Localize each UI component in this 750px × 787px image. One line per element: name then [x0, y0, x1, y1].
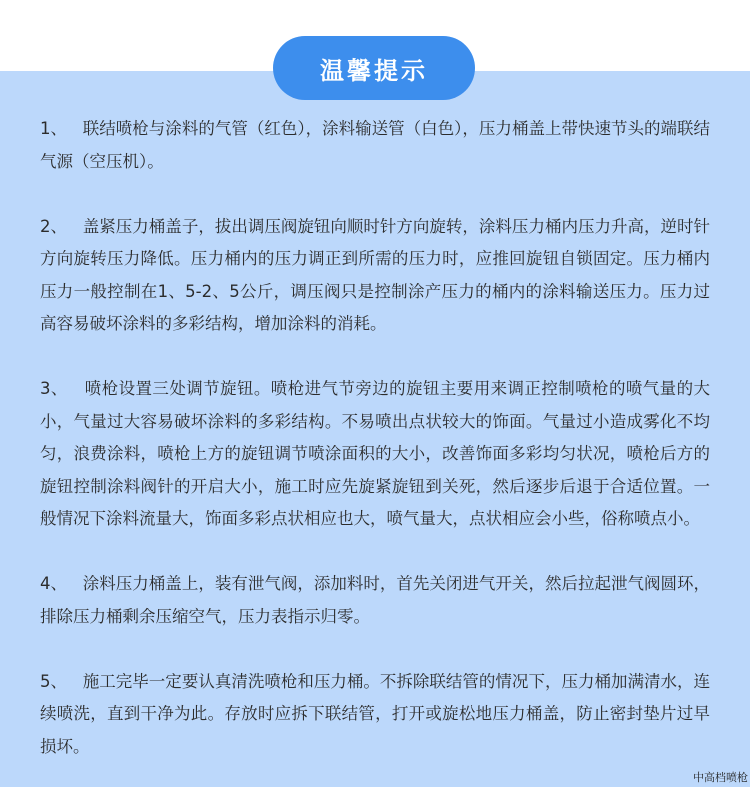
tip-number: 3、	[40, 379, 68, 398]
tip-paragraph-5	[40, 666, 710, 764]
tip-number: 1、	[40, 119, 68, 138]
title-badge	[273, 36, 475, 100]
tip-text: 联结喷枪与涂料的气管（红色），涂料输送管（白色），压力桶盖上带快速节头的端联结气源（空压机）。	[40, 119, 711, 171]
tip-number: 4、	[40, 574, 68, 593]
tip-paragraph-1	[40, 113, 710, 178]
tip-text: 盖紧压力桶盖子，拔出调压阀旋钮向顺时针方向旋转，涂料压力桶内压力升高，逆时针方向旋转压力降低。压力桶内的压力调正到所需的压力时，应推回旋钮自锁固定。压力桶内压力一般控制在1、5-2、5公斤，调压阀只是控制涂产压力的桶内的涂料输送压力。压力过高容易破坏涂料的多彩结构，增加涂料的消耗。	[40, 216, 711, 333]
tip-paragraph-2	[40, 211, 710, 341]
tip-text: 涂料压力桶盖上，装有泄气阀，添加料时，首先关闭进气开关，然后拉起泄气阀圆环，排除压力桶剩余压缩空气，压力表指示归零。	[40, 574, 711, 626]
tip-text: 施工完毕一定要认真清洗喷枪和压力桶。不拆除联结管的情况下，压力桶加满清水，连续喷洗，直到干净为此。存放时应拆下联结管，打开或旋松地压力桶盖，防止密封垫片过早损坏。	[40, 671, 711, 756]
tip-paragraph-3	[40, 373, 710, 536]
page-title: 温馨提示	[320, 56, 428, 85]
tip-text: 喷枪设置三处调节旋钮。喷枪进气节旁边的旋钮主要用来调正控制喷枪的喷气量的大小，气量过大容易破坏涂料的多彩结构。不易喷出点状较大的饰面。气量过小造成雾化不均匀，浪费涂料，喷枪上方的旋钮调节喷涂面积的大小，改善饰面多彩均匀状况，喷枪后方的旋钮控制涂料阀针的开启大小，施工时应先旋紧旋钮到关死，然后逐步后退于合适位置。一般情况下涂料流量大，饰面多彩点状相应也大，喷气量大，点状相应会小些，俗称喷点小。	[40, 379, 711, 528]
tip-paragraph-4	[40, 568, 710, 633]
tip-number: 5、	[40, 671, 68, 691]
tips-list	[40, 113, 710, 763]
tip-number: 2、	[40, 216, 68, 236]
watermark: 中高档喷枪	[693, 771, 748, 784]
